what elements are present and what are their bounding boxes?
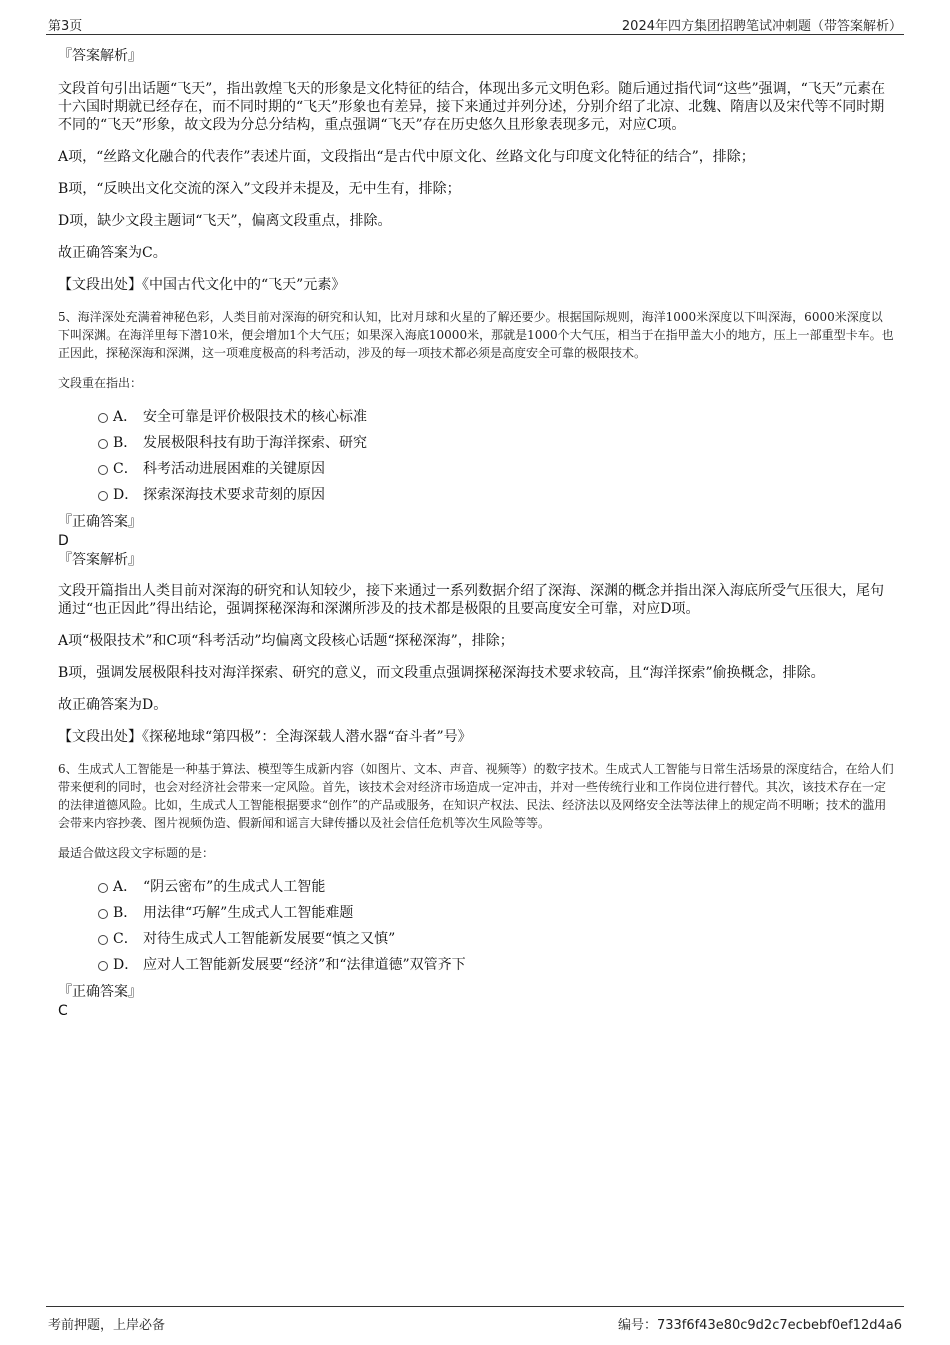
radio-icon[interactable] xyxy=(98,465,108,475)
radio-icon[interactable] xyxy=(98,491,108,501)
analysis-label: 『答案解析』 xyxy=(58,552,142,568)
q4-analysis-a: A项，“丝路文化融合的代表作”表述片面，文段指出“是古代中原文化、丝路文化与印度文化特征的结合”，排除； xyxy=(58,149,755,165)
q5-option-a[interactable] xyxy=(58,404,894,430)
document-title: 2024年四方集团招聘笔试冲刺题（带答案解析） xyxy=(621,19,902,34)
radio-icon[interactable] xyxy=(98,439,108,449)
q4-conclusion: 故正确答案为C。 xyxy=(58,245,167,261)
correct-answer-label: 『正确答案』 xyxy=(58,984,142,1000)
q4-analysis-d: D项，缺少文段主题词“飞天”，偏离文段重点，排除。 xyxy=(58,213,392,229)
q4-analysis-b: B项，“反映出文化交流的深入”文段并未提及，无中生有，排除； xyxy=(58,181,461,197)
page-number: 第3页 xyxy=(48,19,83,34)
q6-option-c[interactable] xyxy=(58,926,894,952)
q5-analysis-ac: A项“极限技术”和C项“科考活动”均偏离文段核心话题“探秘深海”，排除； xyxy=(58,633,514,649)
q6-prompt: 最适合做这段文字标题的是： xyxy=(58,846,215,860)
q6-text: 6、生成式人工智能是一种基于算法、模型等生成新内容（如图片、文本、声音、视频等）的数字技术。生成式人工智能与日常生活场景的深度结合，在给人们带来便利的同时，也会对经济社会带来一定风险。首先，该技术会对经济市场造成一定冲击，并对一些传统行业和工作岗位进行替代。其次，该技术存在一定的法律道德风险。比如，生成式人工智能根据要求“创作”的产品或服务，在知识产权法、民法、经济法以及网络安全法等法律上的规定尚不明晰；技术的滥用会带来内容抄袭、图片视频伪造、假新闻和谣言大肆传播以及社会信任危机等次生风险等等。 xyxy=(58,762,894,830)
q6-options xyxy=(58,874,894,978)
q5-text: 5、海洋深处充满着神秘色彩，人类目前对深海的研究和认知，比对月球和火星的了解还要少。根据国际规则，海洋1000米深度以下叫深海，6000米深度以下叫深渊。在海洋里每下潜10米，便会增加1个大气压；如果深入海底10000米，那就是1000个大气压，相当于在指甲盖大小的地方，压上一部重型卡车。也正因此，探秘深海和深渊，这一项难度极高的科考活动，涉及的每一项技术都必须是高度安全可靠的极限技术。 xyxy=(58,310,894,360)
radio-icon[interactable] xyxy=(98,909,108,919)
option-text: 应对人工智能新发展要“经济”和“法律道德”双管齐下 xyxy=(143,957,466,973)
q5-analysis-p1: 文段开篇指出人类目前对深海的研究和认知较少，接下来通过一系列数据介绍了深海、深渊的概念并指出深入海底所受气压很大，尾句通过“也正因此”得出结论，强调探秘深海和深渊所涉及的技术都是极限的且要高度安全可靠，对应D项。 xyxy=(58,583,884,617)
correct-answer-label: 『正确答案』 xyxy=(58,514,142,530)
page-header xyxy=(46,14,904,35)
option-letter: A． xyxy=(113,409,138,425)
footer-slogan: 考前押题，上岸必备 xyxy=(48,1318,166,1333)
option-text: “阴云密布”的生成式人工智能 xyxy=(143,879,326,895)
q5-prompt: 文段重在指出： xyxy=(58,376,143,390)
page-content xyxy=(58,46,894,1020)
footer-serial: 编号：733f6f43e80c9d2c7ecbebf0ef12d4a6 xyxy=(617,1318,902,1333)
option-letter: C． xyxy=(113,931,138,947)
option-letter: A． xyxy=(113,879,138,895)
option-text: 科考活动进展困难的关键原因 xyxy=(143,461,325,477)
option-letter: D． xyxy=(113,487,139,503)
q4-source: 【文段出处】《中国古代文化中的“飞天”元素》 xyxy=(58,277,346,293)
q5-conclusion: 故正确答案为D。 xyxy=(58,697,168,713)
option-letter: C． xyxy=(113,461,138,477)
option-text: 探索深海技术要求苛刻的原因 xyxy=(143,487,325,503)
q5-option-b[interactable] xyxy=(58,430,894,456)
radio-icon[interactable] xyxy=(98,413,108,423)
analysis-label: 『答案解析』 xyxy=(58,48,142,64)
q5-options xyxy=(58,404,894,508)
q4-analysis-p1: 文段首句引出话题“飞天”，指出敦煌飞天的形象是文化特征的结合，体现出多元文明色彩。随后通过指代词“这些”强调，“飞天”元素在十六国时期就已经存在，而不同时期的“飞天”形象也有差异，接下来通过并列分述，分别介绍了北凉、北魏、隋唐以及宋代等不同时期不同的“飞天”形象，故文段为分总分结构，重点强调“飞天”存在历史悠久且形象表现多元，对应C项。 xyxy=(58,81,885,133)
option-letter: D． xyxy=(113,957,139,973)
option-text: 发展极限科技有助于海洋探索、研究 xyxy=(143,435,367,451)
q5-option-c[interactable] xyxy=(58,456,894,482)
option-letter: B． xyxy=(113,435,138,451)
q6-option-d[interactable] xyxy=(58,952,894,978)
option-text: 安全可靠是评价极限技术的核心标准 xyxy=(143,409,367,425)
q5-answer: D xyxy=(58,533,69,549)
q5-analysis-b: B项，强调发展极限科技对海洋探索、研究的意义，而文段重点强调探秘深海技术要求较高，且“海洋探索”偷换概念，排除。 xyxy=(58,665,825,681)
q5-option-d[interactable] xyxy=(58,482,894,508)
option-text: 对待生成式人工智能新发展要“慎之又慎” xyxy=(143,931,396,947)
q6-option-b[interactable] xyxy=(58,900,894,926)
q5-source: 【文段出处】《探秘地球“第四极”：全海深载人潜水器“奋斗者”号》 xyxy=(58,729,472,745)
option-text: 用法律“巧解”生成式人工智能难题 xyxy=(143,905,354,921)
radio-icon[interactable] xyxy=(98,961,108,971)
radio-icon[interactable] xyxy=(98,883,108,893)
radio-icon[interactable] xyxy=(98,935,108,945)
option-letter: B． xyxy=(113,905,138,921)
page-footer xyxy=(46,1306,904,1333)
q6-option-a[interactable] xyxy=(58,874,894,900)
q6-answer: C xyxy=(58,1003,68,1019)
